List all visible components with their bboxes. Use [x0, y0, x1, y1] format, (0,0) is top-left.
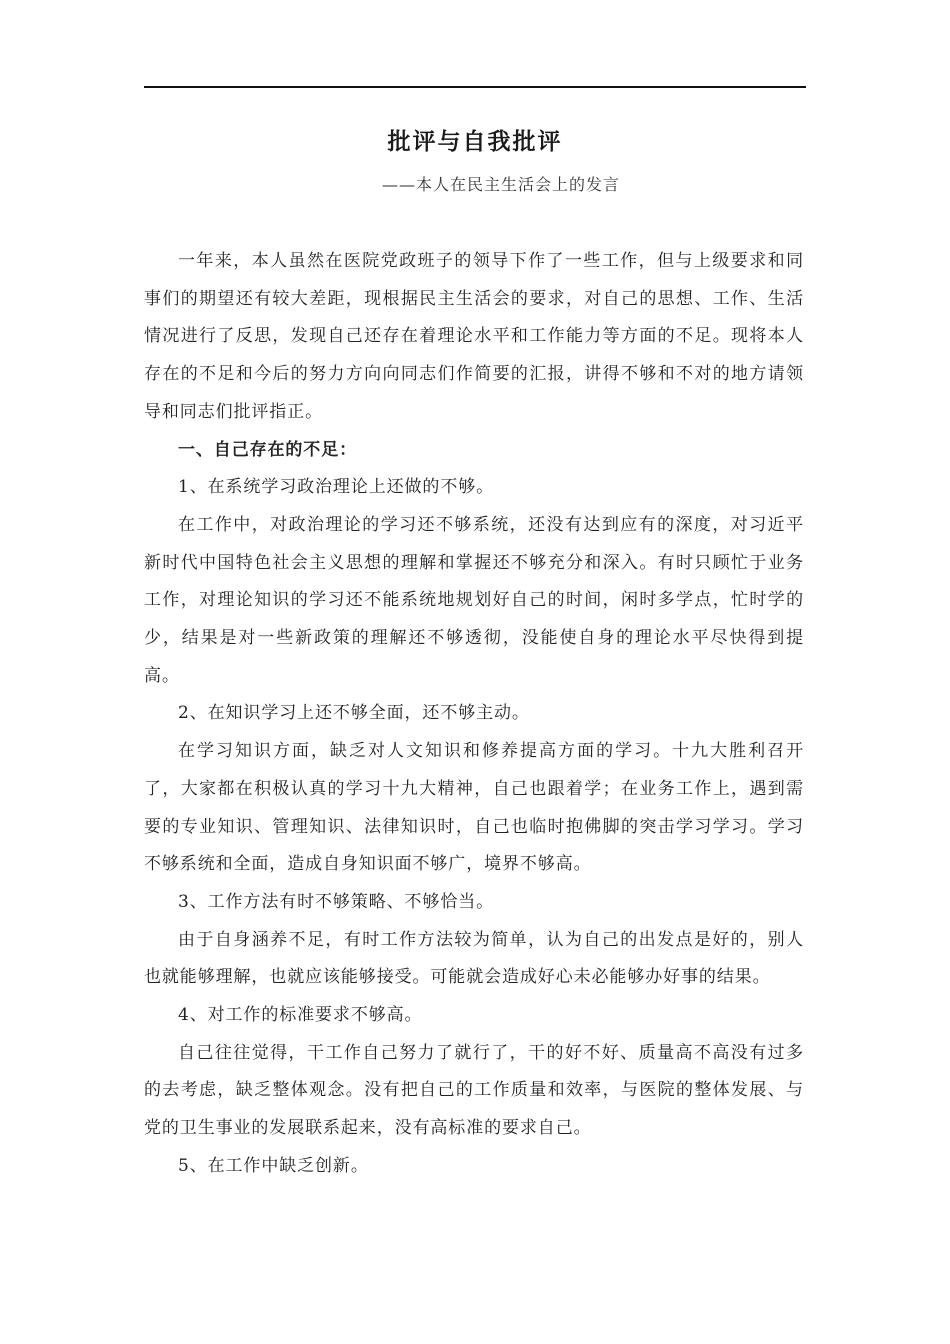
item-heading-2: 2、在知识学习上还不够全面，还不够主动。 — [178, 703, 530, 724]
item-body-3: 由于自身涵养不足，有时工作方法较为简单，认为自己的出发点是好的，别人也就能够理解，也就应该能够接受。可能就会造成好心未必能够办好事的结果。 — [144, 929, 804, 988]
item-heading-4: 4、对工作的标准要求不够高。 — [178, 1005, 423, 1026]
item-body-1: 在工作中，对政治理论的学习还不够系统，还没有达到应有的深度，对习近平新时代中国特色社会主义思想的理解和掌握还不够充分和深入。有时只顾忙于业务工作，对理论知识的学习还不能系统地规划好自己的时间，闲时多学点，忙时学的少，结果是对一些新政策的理解还不够透彻，没能使自身的理论水平尽快得到提高。 — [144, 514, 804, 686]
item-heading-1: 1、在系统学习政治理论上还做的不够。 — [178, 477, 495, 498]
intro-paragraph: 一年来，本人虽然在医院党政班子的领导下作了一些工作，但与上级要求和同事们的期望还有较大差距，现根据民主生活会的要求，对自己的思想、工作、生活情况进行了反思，发现自己还存在着理论水平和工作能力等方面的不足。现将本人存在的不足和今后的努力方向向同志们作简要的汇报，讲得不够和不对的地方请领导和同志们批评指正。 — [144, 251, 804, 422]
document-subtitle: ——本人在民主生活会上的发言 — [382, 175, 621, 194]
item-body-4: 自己往往觉得，干工作自己努力了就行了，干的好不好、质量高不高没有过多的去考虑，缺乏整体观念。没有把自己的工作质量和效率，与医院的整体发展、与党的卫生事业的发展联系起来，没有高标准的要求自己。 — [144, 1042, 804, 1139]
document-body — [144, 243, 804, 1186]
section-heading: 一、自己存在的不足： — [178, 439, 357, 460]
item-body-2: 在学习知识方面，缺乏对人文知识和修养提高方面的学习。十九大胜利召开了，大家都在积极认真的学习十九大精神，自己也跟着学；在业务工作上，遇到需要的专业知识、管理知识、法律知识时，自己也临时抱佛脚的突击学习学习。学习不够系统和全面，造成自身知识面不够广，境界不够高。 — [144, 741, 804, 875]
item-heading-5: 5、在工作中缺乏创新。 — [178, 1155, 369, 1176]
header-rule — [144, 86, 806, 88]
item-heading-3: 3、工作方法有时不够策略、不够恰当。 — [178, 891, 495, 912]
document-title: 批评与自我批评 — [387, 128, 563, 155]
